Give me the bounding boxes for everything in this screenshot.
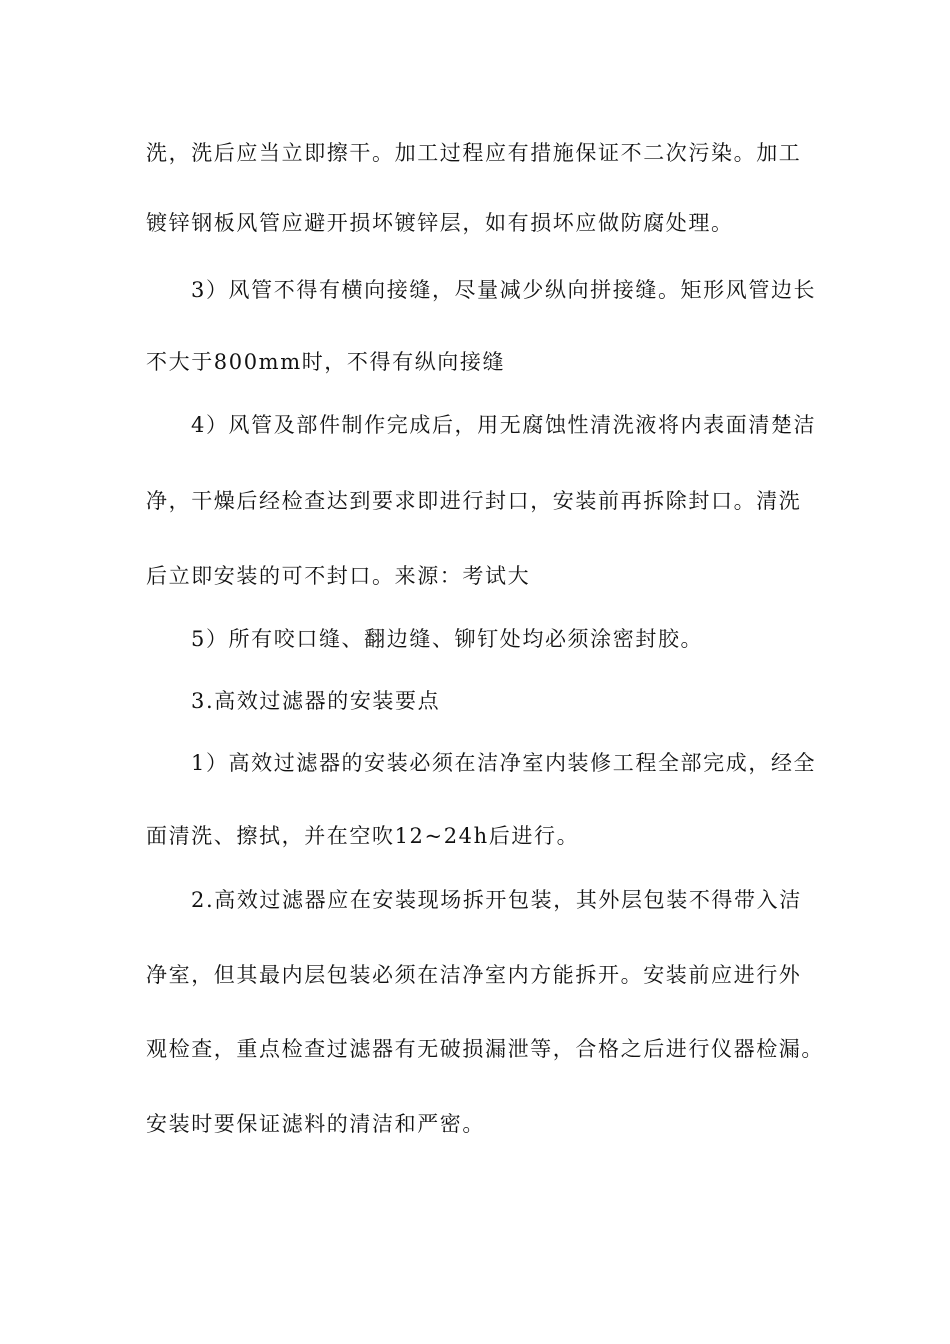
text-line-14: 观检查，重点检查过滤器有无破损漏泄等，合格之后进行仪器检漏。 (146, 1037, 824, 1061)
text-line-1: 洗，洗后应当立即擦干。加工过程应有措施保证不二次污染。加工 (146, 141, 802, 165)
text-line-2: 镀锌钢板风管应避开损坏镀锌层，如有损坏应做防腐处理。 (146, 211, 734, 235)
text-line-12: 2.高效过滤器应在安装现场拆开包装，其外层包装不得带入洁 (191, 888, 802, 912)
section-heading: 3.高效过滤器的安装要点 (191, 689, 441, 713)
text-line-11: 面清洗、擦拭，并在空吹12~24h后进行。 (146, 824, 580, 848)
text-line-3: 3）风管不得有横向接缝，尽量减少纵向拼接缝。矩形风管边长 (191, 278, 817, 302)
text-line-15: 安装时要保证滤料的清洁和严密。 (146, 1112, 485, 1136)
text-line-13: 净室，但其最内层包装必须在洁净室内方能拆开。安装前应进行外 (146, 963, 802, 987)
text-line-8: 5）所有咬口缝、翻边缝、铆钉处均必须涂密封胶。 (191, 627, 704, 651)
text-line-4: 不大于800mm时，不得有纵向接缝 (146, 350, 506, 374)
text-line-7: 后立即安装的可不封口。来源：考试大 (146, 564, 531, 588)
text-line-5: 4）风管及部件制作完成后，用无腐蚀性清洗液将内表面清楚洁 (191, 413, 817, 437)
text-line-10: 1）高效过滤器的安装必须在洁净室内装修工程全部完成，经全 (191, 751, 817, 775)
text-line-6: 净，干燥后经检查达到要求即进行封口，安装前再拆除封口。清洗 (146, 489, 802, 513)
